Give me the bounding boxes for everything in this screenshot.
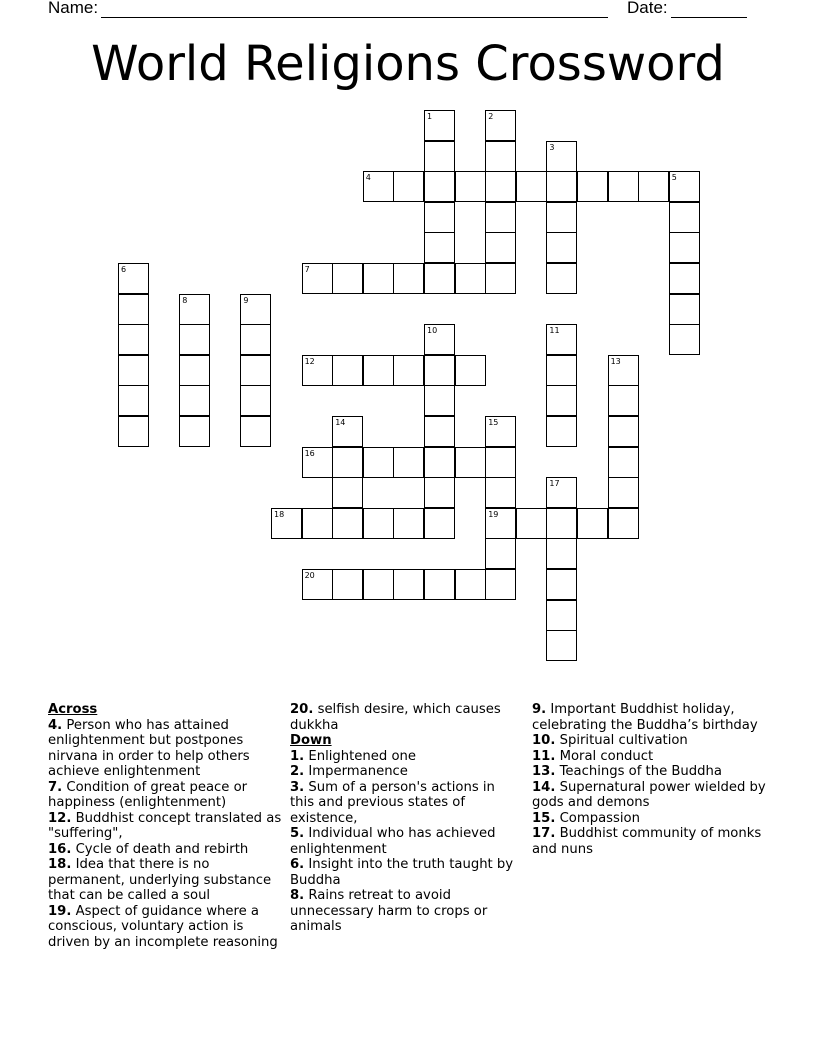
clue-down-13: 13. Teachings of the Buddha — [532, 764, 722, 779]
crossword-cell[interactable] — [546, 324, 577, 355]
crossword-cell[interactable] — [485, 569, 516, 600]
crossword-cell[interactable] — [638, 171, 669, 202]
crossword-cell[interactable] — [332, 477, 363, 508]
clues-column-1 — [48, 702, 283, 950]
crossword-cell[interactable] — [546, 263, 577, 294]
crossword-cell[interactable] — [669, 171, 700, 202]
clue-down-10: 10. Spiritual cultivation — [532, 733, 688, 748]
crossword-cell[interactable] — [455, 263, 486, 294]
clues-column-2 — [290, 702, 522, 935]
clue-down-3: 3. Sum of a person's actions in this and previous states of existence, — [290, 779, 495, 826]
crossword-cell[interactable] — [455, 355, 486, 386]
clue-down-5: 5. Individual who has achieved enlightenment — [290, 826, 496, 857]
crossword-cell[interactable] — [485, 141, 516, 172]
clue-down-8: 8. Rains retreat to avoid unnecessary harm to crops or animals — [290, 888, 488, 934]
crossword-cell[interactable] — [302, 508, 333, 539]
crossword-cell[interactable] — [608, 385, 639, 416]
crossword-cell[interactable] — [271, 508, 302, 539]
crossword-cell[interactable] — [485, 263, 516, 294]
crossword-cell[interactable] — [424, 569, 455, 600]
across-heading: Across — [48, 702, 98, 717]
cell-number: 14 — [335, 418, 346, 427]
crossword-cell[interactable] — [546, 355, 577, 386]
crossword-cell[interactable] — [332, 263, 363, 294]
crossword-cell[interactable] — [332, 416, 363, 447]
crossword-cell[interactable] — [546, 538, 577, 569]
crossword-cell[interactable] — [332, 569, 363, 600]
crossword-cell[interactable] — [485, 447, 516, 478]
cell-number: 6 — [121, 265, 127, 274]
crossword-cell[interactable] — [363, 447, 394, 478]
crossword-cell[interactable] — [302, 569, 333, 600]
cell-number: 19 — [488, 509, 499, 519]
clue-across-12: 12. Buddhist concept translated as "suffering", — [48, 810, 282, 841]
crossword-cell[interactable] — [240, 355, 271, 386]
crossword-cell[interactable] — [302, 355, 333, 386]
crossword-cell[interactable] — [363, 569, 394, 600]
cell-number: 3 — [549, 142, 555, 152]
crossword-cell[interactable] — [424, 202, 455, 233]
crossword-cell[interactable] — [424, 508, 455, 539]
crossword-cell[interactable] — [393, 263, 424, 294]
crossword-cell[interactable] — [118, 294, 149, 325]
crossword-cell[interactable] — [240, 324, 271, 355]
crossword-cell[interactable] — [608, 447, 639, 478]
clue-down-6: 6. Insight into the truth taught by Buddha — [290, 857, 514, 888]
crossword-cell[interactable] — [516, 171, 547, 202]
crossword-cell[interactable] — [455, 569, 486, 600]
crossword-cell[interactable] — [424, 447, 455, 478]
crossword-cell[interactable] — [424, 355, 455, 386]
crossword-cell[interactable] — [240, 416, 271, 447]
crossword-cell[interactable] — [302, 263, 333, 294]
crossword-cell[interactable] — [393, 355, 424, 386]
crossword-cell[interactable] — [179, 355, 210, 386]
clue-down-17: 17. Buddhist community of monks and nuns — [532, 826, 762, 857]
crossword-cell[interactable] — [546, 232, 577, 263]
crossword-cell[interactable] — [393, 171, 424, 202]
crossword-cell[interactable] — [485, 538, 516, 569]
crossword-cell[interactable] — [302, 447, 333, 478]
clue-across-7: 7. Condition of great peace or happiness (enlightenment) — [48, 779, 248, 810]
crossword-cell[interactable] — [669, 294, 700, 325]
cell-number: 18 — [274, 509, 285, 519]
crossword-cell[interactable] — [424, 477, 455, 508]
crossword-cell[interactable] — [363, 263, 394, 294]
page-title: World Religions Crossword — [91, 36, 725, 92]
clue-down-9: 9. Important Buddhist holiday, celebrating the Buddha’s birthday — [532, 702, 758, 733]
crossword-cell[interactable] — [179, 294, 210, 325]
crossword-cell[interactable] — [608, 508, 639, 539]
cell-number: 1 — [427, 112, 433, 121]
crossword-cell[interactable] — [118, 263, 149, 294]
crossword-cell[interactable] — [240, 294, 271, 325]
cell-number: 9 — [243, 295, 249, 305]
cell-number: 10 — [427, 326, 438, 336]
crossword-cell[interactable] — [485, 171, 516, 202]
crossword-cell[interactable] — [669, 263, 700, 294]
clue-down-1: 1. Enlightened one — [290, 748, 416, 764]
crossword-cell[interactable] — [455, 171, 486, 202]
crossword-cell[interactable] — [179, 416, 210, 447]
clue-across-19: 19. Aspect of guidance where a conscious, voluntary action is driven by an incomplete reasoning — [48, 903, 278, 950]
crossword-cell[interactable] — [424, 385, 455, 416]
crossword-cell[interactable] — [118, 324, 149, 355]
crossword-cell[interactable] — [240, 385, 271, 416]
crossword-cell[interactable] — [546, 569, 577, 600]
clue-down-15: 15. Compassion — [532, 810, 640, 826]
name-label: Name: — [48, 0, 99, 17]
crossword-cell[interactable] — [424, 171, 455, 202]
crossword-cell[interactable] — [485, 477, 516, 508]
crossword-cell[interactable] — [179, 385, 210, 416]
crossword-cell[interactable] — [118, 355, 149, 386]
crossword-cell[interactable] — [546, 630, 577, 661]
clue-across-20: 20. selfish desire, which causes dukkha — [290, 702, 501, 733]
crossword-cell[interactable] — [516, 508, 547, 539]
cell-number: 15 — [488, 418, 499, 427]
crossword-cell[interactable] — [424, 324, 455, 355]
crossword-cell[interactable] — [393, 508, 424, 539]
cell-number: 5 — [671, 173, 677, 183]
crossword-cell[interactable] — [546, 477, 577, 508]
cell-number: 2 — [488, 112, 494, 121]
clue-across-4: 4. Person who has attained enlightenment but postpones nirvana in order to help others achieve enlightenment — [48, 717, 250, 779]
crossword-cell[interactable] — [608, 416, 639, 447]
cell-number: 11 — [549, 326, 560, 336]
crossword-cell[interactable] — [577, 508, 608, 539]
crossword-cell[interactable] — [455, 447, 486, 478]
crossword-cell[interactable] — [485, 232, 516, 263]
cell-number: 8 — [182, 295, 188, 305]
crossword-cell[interactable] — [393, 447, 424, 478]
clues-column-3 — [532, 702, 772, 857]
cell-number: 17 — [549, 479, 560, 489]
clue-down-14: 14. Supernatural power wielded by gods and demons — [532, 779, 766, 810]
crossword-cell[interactable] — [485, 416, 516, 447]
crossword-cell[interactable] — [118, 416, 149, 447]
crossword-cell[interactable] — [546, 508, 577, 539]
crossword-cell[interactable] — [363, 508, 394, 539]
crossword-cell[interactable] — [546, 171, 577, 202]
crossword-cell[interactable] — [332, 447, 363, 478]
crossword-cell[interactable] — [424, 232, 455, 263]
crossword-cell[interactable] — [179, 324, 210, 355]
crossword-cell[interactable] — [546, 385, 577, 416]
crossword-cell[interactable] — [546, 202, 577, 233]
crossword-cell[interactable] — [669, 324, 700, 355]
crossword-cell[interactable] — [485, 508, 516, 539]
crossword-cell[interactable] — [424, 110, 455, 141]
clue-down-2: 2. Impermanence — [290, 764, 408, 779]
crossword-cell[interactable] — [546, 141, 577, 172]
cell-number: 4 — [365, 173, 371, 183]
crossword-cell[interactable] — [608, 355, 639, 386]
crossword-cell[interactable] — [546, 600, 577, 631]
crossword-cell[interactable] — [669, 202, 700, 233]
clue-across-16: 16. Cycle of death and rebirth — [48, 841, 249, 857]
crossword-cell[interactable] — [669, 232, 700, 263]
crossword-cell[interactable] — [485, 202, 516, 233]
crossword-cell[interactable] — [332, 508, 363, 539]
crossword-cell[interactable] — [577, 171, 608, 202]
crossword-cell[interactable] — [608, 171, 639, 202]
cell-number: 7 — [304, 265, 310, 274]
crossword-cell[interactable] — [424, 141, 455, 172]
clue-across-18: 18. Idea that there is no permanent, underlying substance that can be called a soul — [48, 857, 272, 903]
cell-number: 12 — [304, 356, 315, 366]
crossword-cell[interactable] — [608, 477, 639, 508]
crossword-cell[interactable] — [363, 355, 394, 386]
crossword-cell[interactable] — [363, 171, 394, 202]
crossword-cell[interactable] — [424, 263, 455, 294]
cell-number: 20 — [304, 571, 315, 580]
crossword-cell[interactable] — [332, 355, 363, 386]
crossword-cell[interactable] — [485, 110, 516, 141]
crossword-cell[interactable] — [546, 416, 577, 447]
down-heading: Down — [290, 733, 332, 748]
cell-number: 13 — [610, 356, 621, 366]
cell-number: 16 — [304, 448, 315, 458]
crossword-cell[interactable] — [393, 569, 424, 600]
date-label: Date: — [627, 0, 668, 17]
crossword-cell[interactable] — [424, 416, 455, 447]
crossword-cell[interactable] — [118, 385, 149, 416]
clue-down-11: 11. Moral conduct — [532, 748, 654, 764]
